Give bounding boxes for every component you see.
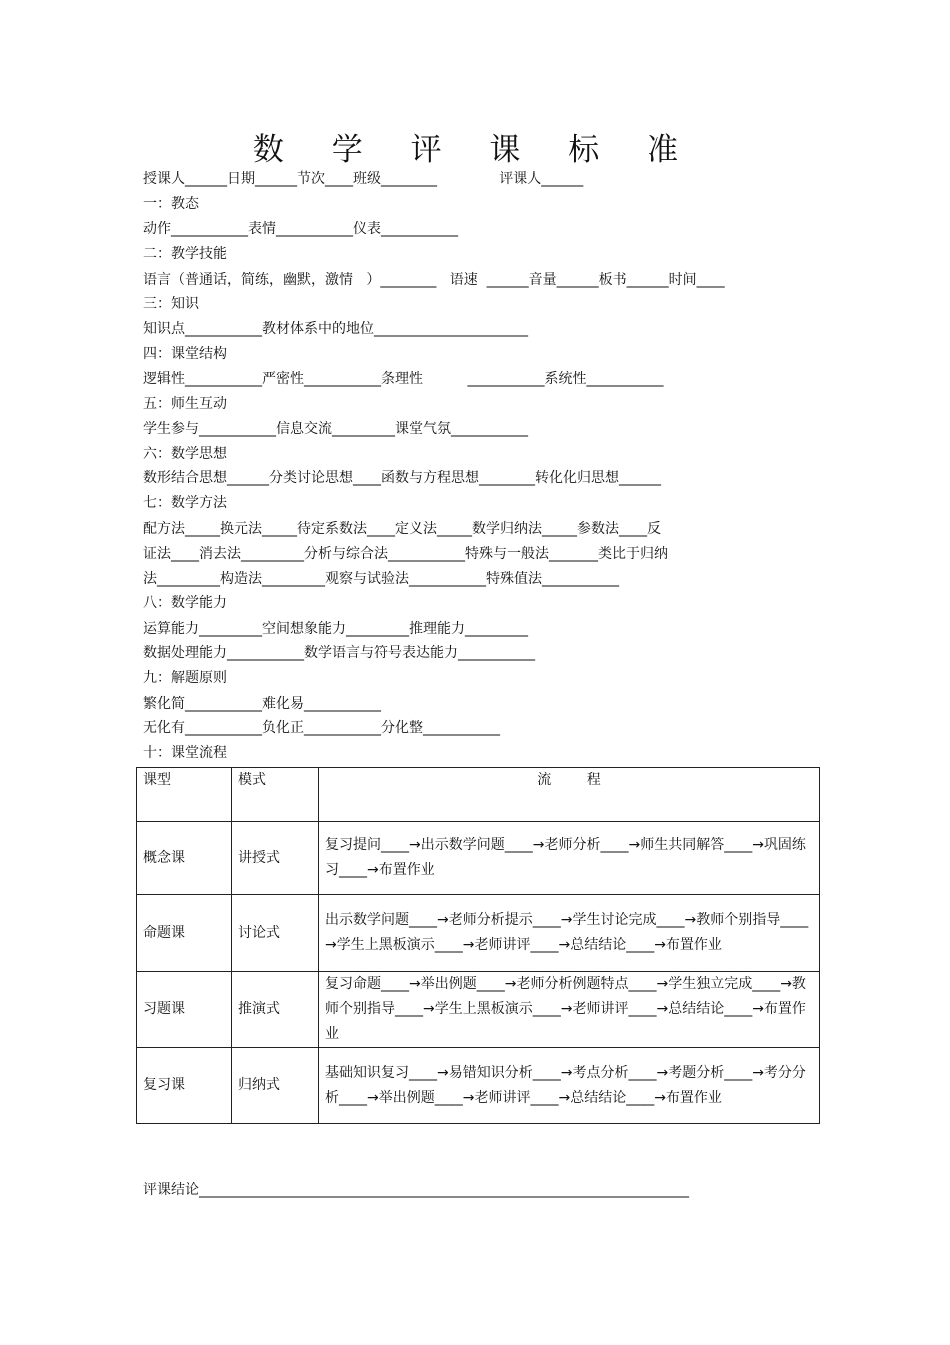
class-flow-table [136,767,820,1124]
table-row [137,1048,820,1124]
section-4-heading: 四：课堂结构 [143,346,227,362]
section-9-fields-2: 无化有___________负化正___________分化整___________ [143,720,500,736]
row-mode: 讲授式 [232,822,319,895]
row-flow: 复习命题____→举出例题____→老师分析例题特点____→学生独立完成____→教师个别指导____→学生上黑板演示____→老师讲评____→总结结论____→布置作业 [319,972,820,1048]
header-type: 课型 [137,768,232,822]
row-mode: 归纳式 [232,1048,319,1124]
section-9-fields-1: 繁化简___________难化易___________ [143,696,381,712]
header-flow: 流 程 [319,768,820,822]
section-7-fields-1: 配方法_____换元法_____待定系数法____定义法_____数学归纳法_____参数法____反 [143,521,661,537]
header-mode: 模式 [232,768,319,822]
row-flow: 基础知识复习____→易错知识分析____→考点分析____→考题分析____→考分分析____→举出例题____→老师讲评____→总结结论____→布置作业 [319,1048,820,1124]
section-2-heading: 二：教学技能 [143,246,227,262]
row-type: 习题课 [137,972,232,1048]
section-7-fields-3: 法_________构造法_________观察与试验法___________特殊值法___________ [143,571,619,587]
table-row [137,822,820,895]
section-8-fields-1: 运算能力_________空间想象能力_________推理能力_________ [143,621,528,637]
section-3-heading: 三：知识 [143,296,199,312]
section-6-heading: 六：数学思想 [143,446,227,462]
header-info-line: 授课人______日期______节次____班级________ 评课人______ [143,171,584,187]
row-mode: 推演式 [232,972,319,1048]
section-1-fields: 动作___________表情___________仪表___________ [143,221,458,237]
section-8-heading: 八：数学能力 [143,595,227,611]
table-row [137,972,820,1048]
section-7-fields-2: 证法____消去法_________分析与综合法___________特殊与一般法_______类比于归纳 [143,546,668,562]
section-7-heading: 七：数学方法 [143,495,227,511]
section-4-fields: 逻辑性___________严密性___________条理性 ___________系统性___________ [143,371,664,387]
section-2-fields: 语言（普通话，简练，幽默，激情 ）________ 语速 ______音量______板书______时间____ [143,272,725,288]
conclusion-line: 评课结论______________________________________________________________________ [143,1182,689,1198]
section-6-fields: 数形结合思想______分类讨论思想____函数与方程思想________转化化归思想______ [143,470,661,486]
table-header-row [137,768,820,822]
section-9-heading: 九：解题原则 [143,670,227,686]
row-type: 命题课 [137,895,232,972]
row-mode: 讨论式 [232,895,319,972]
row-type: 复习课 [137,1048,232,1124]
section-8-fields-2: 数据处理能力___________数学语言与符号表达能力___________ [143,645,535,661]
page-title: 数 学 评 课 标 准 [252,132,698,168]
section-5-fields: 学生参与___________信息交流_________课堂气氛___________ [143,421,528,437]
section-5-heading: 五：师生互动 [143,396,227,412]
row-type: 概念课 [137,822,232,895]
section-1-heading: 一：教态 [143,196,199,212]
section-3-fields: 知识点___________教材体系中的地位______________________ [143,321,528,337]
row-flow: 复习提问____→出示数学问题____→老师分析____→师生共同解答____→巩固练习____→布置作业 [319,822,820,895]
table-row [137,895,820,972]
section-10-heading: 十：课堂流程 [143,745,227,761]
row-flow: 出示数学问题____→老师分析提示____→学生讨论完成____→教师个别指导____→学生上黑板演示____→老师讲评____→总结结论____→布置作业 [319,895,820,972]
